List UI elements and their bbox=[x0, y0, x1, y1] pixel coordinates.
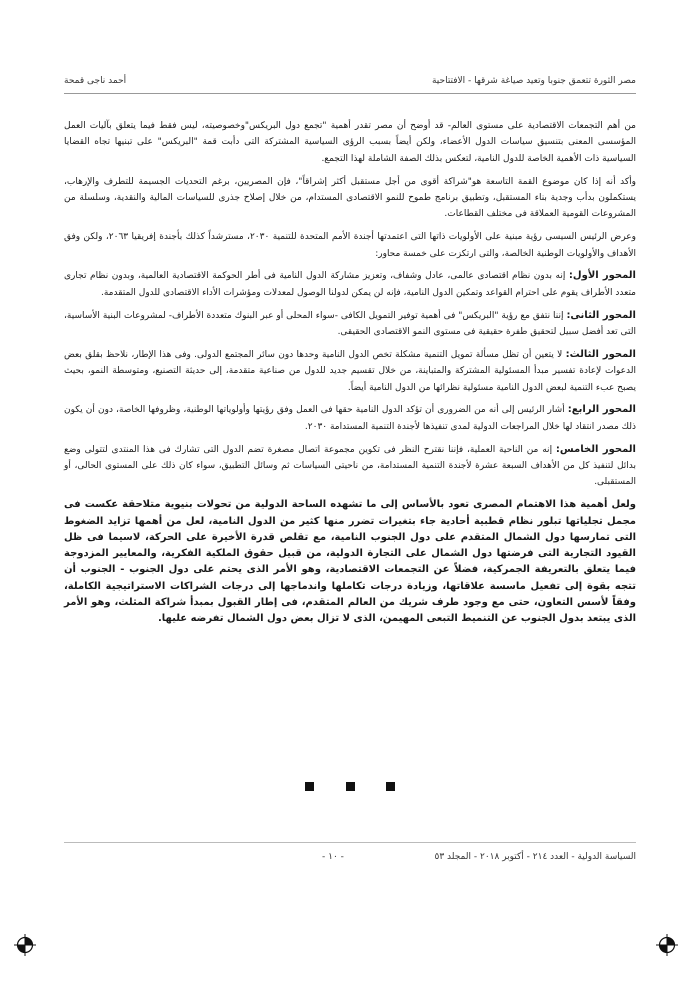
end-of-article-ornament bbox=[0, 776, 700, 795]
header-divider bbox=[64, 93, 636, 94]
axis-paragraph-3 bbox=[64, 347, 636, 396]
paragraph: وعرض الرئيس السيسى رؤية مبنية على الأولويات ذاتها التى اعتمدتها أجندة الأمم المتحدة للتنمية ٢٠٣٠، مسترشداً كذلك بأجندة إفريقيا ٢٠٦٣، ولكن وفق الأهداف والأولويات الوطنية الخالصة، والتى ارتكزت على خمسة محاور: bbox=[64, 232, 636, 259]
footer-divider bbox=[64, 842, 636, 843]
axis-text: لا يتعين أن تظل مسألة تمويل التنمية مشكلة تخص الدول النامية وحدها دون سائر المجتمع الدولى. وفى هذا الإطار، نلاحظ بقلق بعض الدعوات لإعادة تفسير مبدأ المسئولية المشتركة والمتباينة، من خلال تقسيم جديد للدول من صناعية متقدمة، إلى حديثة التصنيع، ومتوسطة النمو، بحيث يصبح عبء التنمية لبعض الدول النامية مسئولية نظرائها من الدول النامية أيضاً. bbox=[64, 349, 636, 393]
paragraph: من أهم التجمعات الاقتصادية على مستوى العالم- قد أوضح أن مصر تقدر أهمية "تجمع دول البريكس"وخصوصيته، ليس فقط فيما يتعلق بآليات العمل المؤسسى المعنى بتنسيق سياسات الدول الأعضاء، ولكن أيضاً بسبب الرؤى السياسية المشتركة التى دأبت قمة "البريكس" على تبنيها تجاه القضايا السياسية ذات الأهمية الخاصة للدول النامية، لتعكس بذلك الصفة الشاملة لهذا التجمع. bbox=[64, 121, 636, 164]
registration-mark-icon bbox=[656, 934, 678, 956]
page-footer bbox=[64, 852, 636, 866]
square-icon bbox=[346, 782, 355, 791]
square-icon bbox=[386, 782, 395, 791]
article-body bbox=[64, 118, 636, 634]
author-name: أحمد ناجى قمحة bbox=[64, 76, 127, 86]
axis-text: أشار الرئيس إلى أنه من الضرورى أن تؤكد الدول النامية حقها فى العمل وفق رؤيتها وأولوياتها الوطنية، وظروفها الخاصة، دون أن يكون ذلك مصدر انتقاد لها خلال المراجعات الدولية لمدى تنفيذها لأجندة التنمية المستدامة ٢٠٣٠. bbox=[64, 405, 636, 432]
paragraph: وأكد أنه إذا كان موضوع القمة التاسعة هو"شراكة أقوى من أجل مستقبل أكثر إشراقاً"، فإن المصريين، برغم التحديات الجسيمة للتطرف والإرهاب، يستكملون بدأب وجدية بناء المستقبل، وتطبيق برنامج طموح للنمو الاقتصادى المستدام، من خلال إصلاح جذرى للسياسات المالية والنقدية، وسلسلة من المشروعات القومية العملاقة فى مختلف القطاعات. bbox=[64, 176, 636, 220]
registration-mark-icon bbox=[14, 934, 36, 956]
axis-heading: المحور الثالث: bbox=[565, 348, 636, 360]
axis-heading: المحور الخامس: bbox=[555, 443, 636, 455]
axis-paragraph-5 bbox=[64, 442, 636, 491]
axis-text: إنه من الناحية العملية، فإننا نقترح النظر فى تكوين مجموعة اتصال مصغرة تضم الدول التى تشارك فى هذا المنتدى لتتولى وضع بدائل لتنفيذ كل من الأهداف السبعة عشرة لأجندة التنمية المستدامة، من ناحيتى السياسات ثم وسائل التطبيق، سواء كان ذلك على المستوى الحالى، أو المستقبلى. bbox=[64, 444, 636, 488]
journal-citation: السياسة الدولية - العدد ٢١٤ - أكتوبر ٢٠١٨ - المجلد ٥٣ bbox=[434, 852, 636, 862]
axis-text: إنه بدون نظام اقتصادى عالمى، عادل وشفاف، وتعزيز مشاركة الدول النامية فى أطر الحوكمة الاقتصادية العالمية، وبدون نظام تجارى متعدد الأطراف يقوم على احترام القواعد وتمكين الدول النامية، فإنه لن يمكن لدولنا الوصول لمعدلات ومؤشرات الأداء الاقتصادى للدول المتقدمة. bbox=[64, 271, 636, 298]
page-number: - ١٠ - bbox=[322, 852, 344, 862]
running-title: مصر الثورة تتعمق جنوبا وتعيد صياغة شرقها - الافتتاحية bbox=[431, 76, 636, 86]
axis-paragraph-2 bbox=[64, 308, 636, 341]
axis-text: إننا نتفق مع رؤية "البريكس" فى أهمية توفير التمويل الكافى -سواء المحلى أو عبر البنوك متعددة الأطراف- لمشروعات البنية الأساسية، التى تعد أفضل سبيل لتحقيق طفرة حقيقية فى مستوى النمو الاقتصادى الحقيقى. bbox=[64, 310, 636, 338]
axis-heading: المحور الثانى: bbox=[566, 309, 636, 321]
axis-heading: المحور الأول: bbox=[568, 270, 636, 282]
closing-paragraph: ولعل أهمية هذا الاهتمام المصرى تعود بالأساس إلى ما تشهده الساحة الدولية من تحولات بنيوية متلاحقة عكست فى مجمل تجلياتها تبلور نظام قطبية أحادية جاء بتغيرات تضرر منها كثير من الدول النامية، لعل من أهمها تزايد الضغوط التى تمارسها دول الشمال المتقدم على دول الجنوب النامية، مع تقلص قدرة الأخيرة على الحركة، لاسيما فى ظل القيود التجارية التى فرضتها دول الشمال على التجارة الدولية، من قبيل حقوق الملكية الفكرية، والمعايير المزدوجة فيما يتعلق بالتعريفة الجمركية، فضلاً عن التجمعات الاقتصادية، وهو الأمر الذى يحتم على دول الجنوب - الجنوب أن تتجه بقوة إلى تفعيل ماسسة علاقاتها، وزيادة درجات تكاملها واندماجها إلى درجات الشراكات الاستراتيجية الكاملة، وفقاً لأسس التعاون، حتى مع وجود طرف شريك من العالم المتقدم، فى إطار القبول بمبدأ شراكة المثلث، وهو الأمر الذى يبتعد بدول الجنوب عن التنميط التبعى المهيمن، الذى لا تزال بعض دول الشمال تفرضه عليها. bbox=[64, 499, 636, 625]
axis-paragraph-4 bbox=[64, 402, 636, 435]
square-icon bbox=[305, 782, 314, 791]
axis-heading: المحور الرابع: bbox=[567, 404, 636, 416]
axis-paragraph-1 bbox=[64, 268, 636, 301]
